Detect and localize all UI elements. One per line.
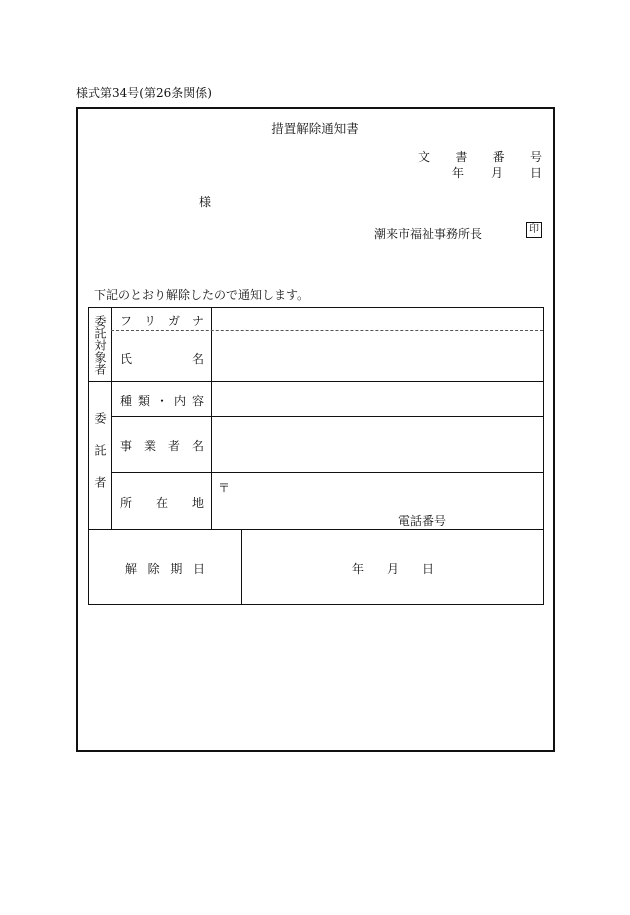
label-char: 内 <box>173 394 186 408</box>
name-label <box>120 350 204 367</box>
label-char: 類 <box>137 394 150 408</box>
group-column-divider <box>111 307 112 529</box>
label-char: 日 <box>192 562 205 576</box>
label-char: ナ <box>191 314 204 328</box>
label-char: 期 <box>170 562 183 576</box>
document-frame <box>76 107 555 752</box>
postal-mark: 〒 <box>218 481 231 495</box>
doc-number-char: 書 <box>455 150 468 164</box>
label-char: 在 <box>155 496 168 510</box>
location-label <box>120 494 204 511</box>
label-char: ・ <box>155 394 168 408</box>
type-content-label <box>120 392 204 409</box>
label-char: 業 <box>143 439 156 453</box>
label-char: ガ <box>167 314 180 328</box>
release-column-divider <box>241 529 242 605</box>
row-divider-contractor <box>88 529 544 530</box>
label-char: リ <box>143 314 156 328</box>
issuer-name: 潮来市福祉事務所長 <box>374 227 483 241</box>
table-border-bottom <box>88 604 544 605</box>
issue-date-field <box>452 164 542 181</box>
furigana-dashed-divider <box>111 330 543 331</box>
row-divider-business <box>111 472 544 473</box>
document-title: 措置解除通知書 <box>271 121 359 136</box>
label-char: 解 <box>125 562 138 576</box>
label-char: 名 <box>191 439 204 453</box>
label-char: 名 <box>191 352 204 366</box>
date-char: 月 <box>386 562 399 576</box>
intro-text: 下記のとおり解除したので通知します。 <box>94 288 310 302</box>
label-char: 氏 <box>120 352 133 366</box>
seal-stamp: 印 <box>526 222 542 238</box>
table-border-right <box>543 307 544 605</box>
label-char: フ <box>120 314 133 328</box>
date-char: 日 <box>421 562 434 576</box>
label-column-divider <box>211 307 212 529</box>
label-char: 所 <box>120 496 133 510</box>
document-number-field <box>418 148 542 165</box>
phone-label: 電話番号 <box>398 514 447 528</box>
date-char: 年 <box>352 562 365 576</box>
table-border-top <box>88 307 544 308</box>
label-char: 者 <box>167 439 180 453</box>
label-char: 除 <box>147 562 160 576</box>
date-char: 月 <box>490 166 503 180</box>
date-char: 日 <box>529 166 542 180</box>
label-char: 地 <box>191 496 204 510</box>
row-divider-subject <box>88 381 544 382</box>
doc-number-char: 号 <box>529 150 542 164</box>
subject-group-label: 委託対象者 <box>93 315 107 375</box>
label-char: 容 <box>191 394 204 408</box>
form-number-label: 様式第34号(第26条関係) <box>76 86 212 100</box>
addressee-suffix: 様 <box>199 195 212 209</box>
date-char: 年 <box>452 166 465 180</box>
release-date-label <box>125 560 205 577</box>
table-border-left <box>88 307 89 605</box>
label-char: 種 <box>120 394 133 408</box>
contractor-group-label: 委託者 <box>93 412 107 508</box>
furigana-label <box>120 312 204 329</box>
business-name-label <box>120 437 204 454</box>
doc-number-char: 番 <box>492 150 505 164</box>
release-date-value <box>352 560 434 577</box>
row-divider-type <box>111 416 544 417</box>
doc-number-char: 文 <box>418 150 431 164</box>
label-char: 事 <box>120 439 133 453</box>
